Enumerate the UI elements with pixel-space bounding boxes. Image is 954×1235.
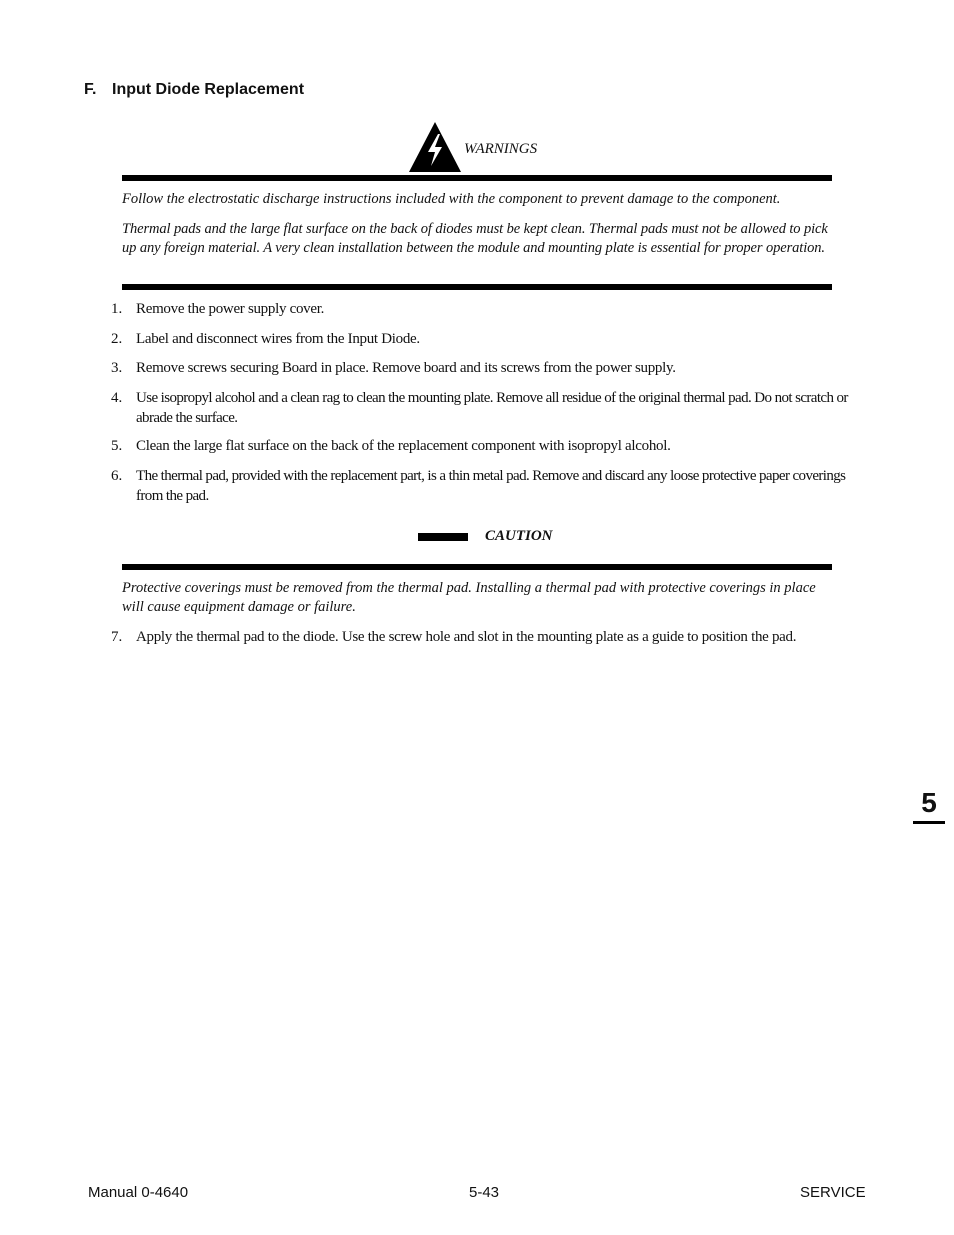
- footer-section-name: SERVICE: [800, 1184, 866, 1201]
- step-text: Use isopropyl alcohol and a clean rag to clean the mounting plate. Remove all residue of the original thermal pad. Do not scratch or abrade the surface.: [136, 390, 848, 426]
- step-number: 2.: [111, 331, 123, 347]
- step-item: [111, 329, 873, 349]
- step-number: 6.: [111, 468, 123, 484]
- step-item: [111, 466, 873, 506]
- warning-paragraph-1: Follow the electrostatic discharge instructions included with the component to prevent damage to the component.: [122, 191, 781, 207]
- warning-paragraph-2: Thermal pads and the large flat surface on the back of diodes must be kept clean. Thermal pads must not be allowed to pick up any foreign material. A very clean installation between the module and mounting plate is essential for proper operation.: [122, 221, 828, 256]
- step-item: [111, 358, 873, 378]
- step-number: 7.: [111, 629, 123, 645]
- chapter-tab-underline: [913, 821, 945, 824]
- caution-text: Protective coverings must be removed from the thermal pad. Installing a thermal pad with protective coverings in place will cause equipment damage or failure.: [122, 580, 816, 615]
- caution-label: CAUTION: [485, 528, 553, 544]
- step-item: [111, 627, 873, 647]
- section-heading: [84, 81, 304, 99]
- footer-page-number: 5-43: [469, 1184, 500, 1201]
- section-title: Input Diode Replacement: [112, 81, 305, 98]
- chapter-tab: [913, 786, 945, 824]
- step-text: Clean the large flat surface on the back of the replacement component with isopropyl alcohol.: [136, 438, 671, 454]
- step-number: 5.: [111, 438, 123, 454]
- step-number: 4.: [111, 390, 123, 406]
- caution-bar-icon: [418, 533, 468, 541]
- chapter-number: 5: [921, 787, 937, 818]
- warning-top-rule: [122, 175, 832, 181]
- step-item: [111, 299, 873, 319]
- step-text: Label and disconnect wires from the Input Diode.: [136, 331, 420, 347]
- step-text: The thermal pad, provided with the replacement part, is a thin metal pad. Remove and discard any loose protective paper coverings from the pad.: [136, 468, 846, 504]
- high-voltage-warning-icon: [408, 121, 462, 173]
- warnings-label: WARNINGS: [464, 141, 538, 157]
- footer-manual-number: Manual 0-4640: [88, 1184, 189, 1201]
- section-letter: F.: [84, 81, 97, 98]
- caution-rule: [122, 564, 832, 570]
- step-number: 3.: [111, 360, 123, 376]
- warning-bottom-rule: [122, 284, 832, 290]
- step-text: Remove screws securing Board in place. Remove board and its screws from the power supply.: [136, 360, 676, 376]
- step-text: Apply the thermal pad to the diode. Use the screw hole and slot in the mounting plate as a guide to position the pad.: [136, 629, 797, 645]
- step-item: [111, 436, 873, 456]
- step-text: Remove the power supply cover.: [136, 301, 325, 317]
- step-item: [111, 388, 873, 428]
- step-number: 1.: [111, 301, 123, 317]
